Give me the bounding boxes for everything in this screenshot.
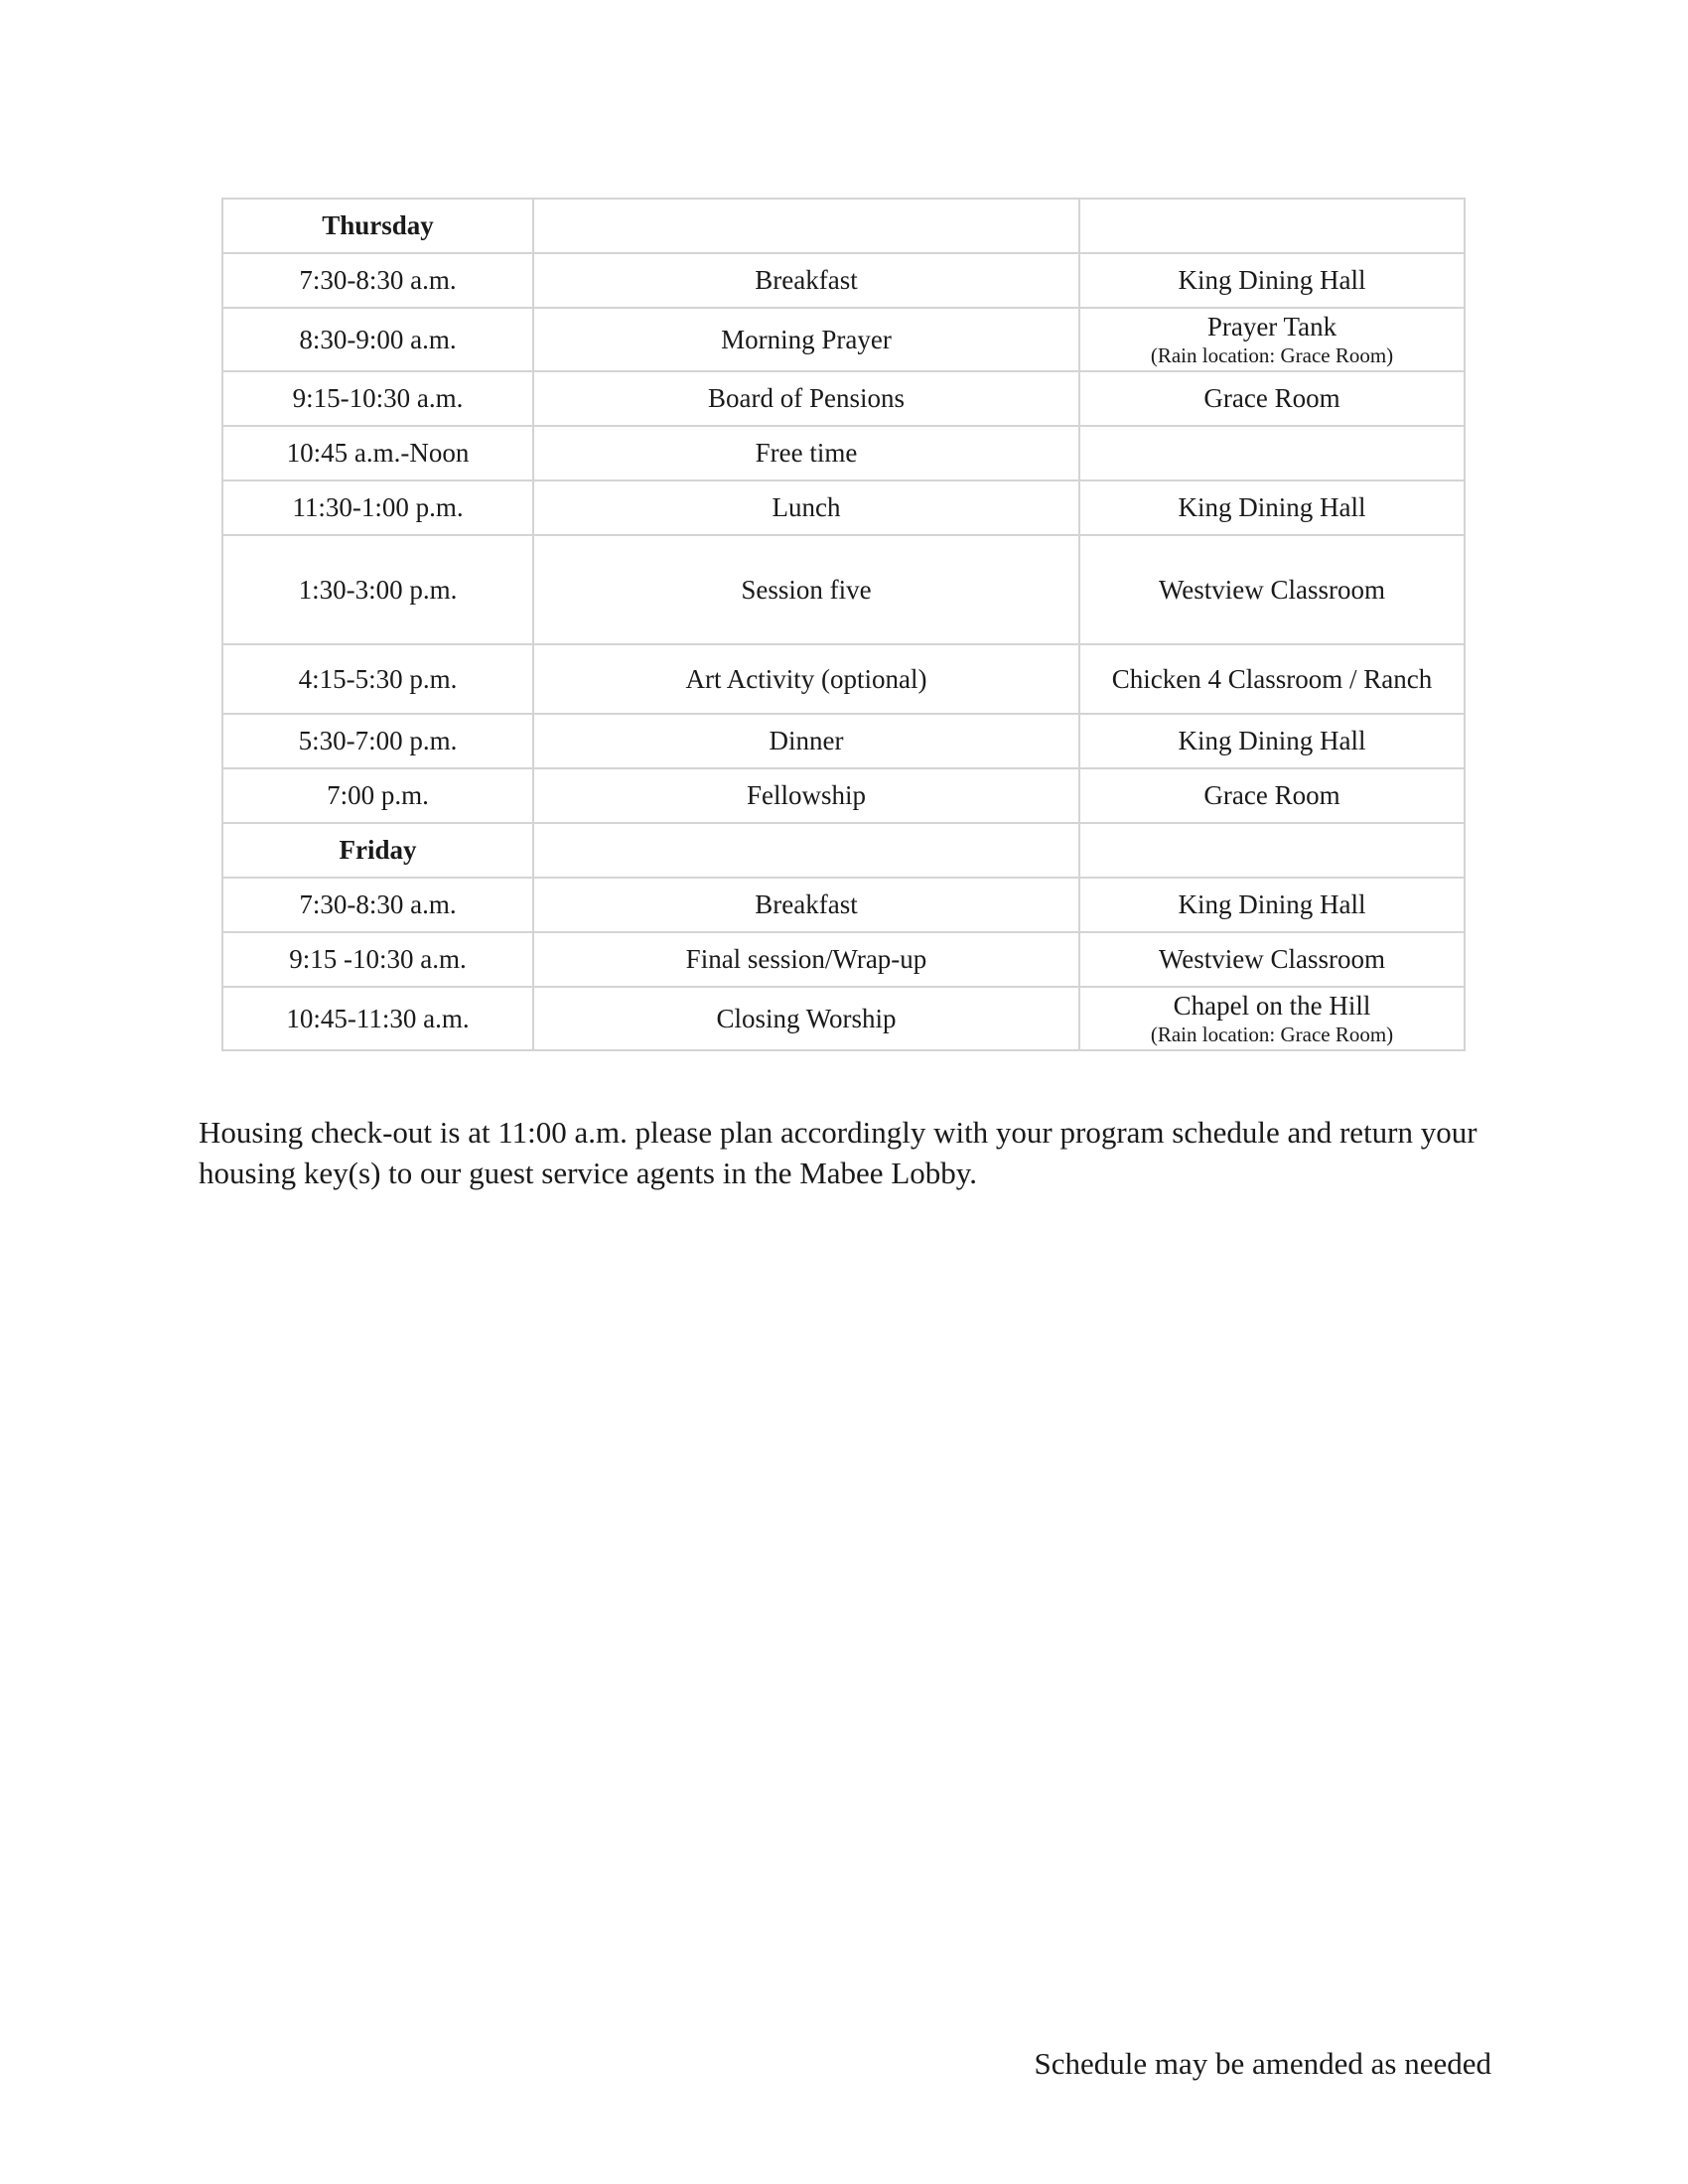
event-cell: Fellowship xyxy=(533,768,1079,823)
schedule-row xyxy=(222,878,1465,932)
schedule-row xyxy=(222,932,1465,987)
time-cell: 9:15 -10:30 a.m. xyxy=(222,932,533,987)
location-name: King Dining Hall xyxy=(1178,265,1366,296)
event-cell: Breakfast xyxy=(533,253,1079,308)
rain-location-note: (Rain location: Grace Room) xyxy=(1150,343,1394,368)
time-cell: 10:45-11:30 a.m. xyxy=(222,987,533,1050)
event-cell: Session five xyxy=(533,535,1079,644)
schedule-row xyxy=(222,768,1465,823)
schedule-row xyxy=(222,371,1465,426)
event-cell: Breakfast xyxy=(533,878,1079,932)
time-cell: 5:30-7:00 p.m. xyxy=(222,714,533,768)
location-cell xyxy=(1079,932,1465,987)
day-header-row xyxy=(222,823,1465,878)
location-cell xyxy=(1079,253,1465,308)
footer-note: Schedule may be amended as needed xyxy=(1034,2046,1491,2081)
time-cell: 1:30-3:00 p.m. xyxy=(222,535,533,644)
event-cell xyxy=(533,199,1079,253)
time-cell: 11:30-1:00 p.m. xyxy=(222,480,533,535)
event-cell: Free time xyxy=(533,426,1079,480)
event-cell xyxy=(533,823,1079,878)
event-cell: Dinner xyxy=(533,714,1079,768)
time-cell: 10:45 a.m.-Noon xyxy=(222,426,533,480)
schedule-table xyxy=(221,198,1466,1051)
schedule-row xyxy=(222,253,1465,308)
event-cell: Final session/Wrap-up xyxy=(533,932,1079,987)
location-name: King Dining Hall xyxy=(1178,492,1366,523)
time-cell: 4:15-5:30 p.m. xyxy=(222,644,533,714)
schedule-row xyxy=(222,644,1465,714)
schedule-row xyxy=(222,308,1465,371)
time-cell: 7:00 p.m. xyxy=(222,768,533,823)
location-name: Chapel on the Hill xyxy=(1173,991,1371,1022)
event-cell: Morning Prayer xyxy=(533,308,1079,371)
location-cell xyxy=(1079,426,1465,480)
location-name: Westview Classroom xyxy=(1158,944,1386,975)
location-cell xyxy=(1079,878,1465,932)
location-name: King Dining Hall xyxy=(1178,726,1366,756)
location-cell xyxy=(1079,644,1465,714)
schedule-row xyxy=(222,426,1465,480)
location-cell xyxy=(1079,823,1465,878)
time-cell: 9:15-10:30 a.m. xyxy=(222,371,533,426)
event-cell: Closing Worship xyxy=(533,987,1079,1050)
event-cell: Board of Pensions xyxy=(533,371,1079,426)
location-cell xyxy=(1079,199,1465,253)
location-name: Grace Room xyxy=(1203,780,1340,811)
schedule-row xyxy=(222,714,1465,768)
location-cell xyxy=(1079,371,1465,426)
schedule-row xyxy=(222,535,1465,644)
location-cell xyxy=(1079,714,1465,768)
event-cell: Lunch xyxy=(533,480,1079,535)
location-name: Prayer Tank xyxy=(1206,312,1337,342)
time-cell: 7:30-8:30 a.m. xyxy=(222,878,533,932)
location-cell xyxy=(1079,480,1465,535)
location-cell xyxy=(1079,308,1465,371)
time-cell: 7:30-8:30 a.m. xyxy=(222,253,533,308)
schedule-row xyxy=(222,480,1465,535)
location-name: Westview Classroom xyxy=(1158,574,1386,605)
time-cell: 8:30-9:00 a.m. xyxy=(222,308,533,371)
event-cell: Art Activity (optional) xyxy=(533,644,1079,714)
location-cell xyxy=(1079,535,1465,644)
location-name: Grace Room xyxy=(1203,383,1340,414)
location-cell xyxy=(1079,768,1465,823)
schedule-row xyxy=(222,987,1465,1050)
location-name: Chicken 4 Classroom / Ranch xyxy=(1111,663,1433,694)
day-header-row xyxy=(222,199,1465,253)
location-cell xyxy=(1079,987,1465,1050)
day-label: Thursday xyxy=(222,199,533,253)
day-label: Friday xyxy=(222,823,533,878)
location-name: King Dining Hall xyxy=(1178,889,1366,920)
schedule-body xyxy=(222,199,1465,1050)
rain-location-note: (Rain location: Grace Room) xyxy=(1150,1023,1394,1047)
housing-checkout-note: Housing check-out is at 11:00 a.m. please plan accordingly with your program schedule and return your housing key(s) to our guest service agents in the Mabee Lobby. xyxy=(199,1115,1477,1190)
